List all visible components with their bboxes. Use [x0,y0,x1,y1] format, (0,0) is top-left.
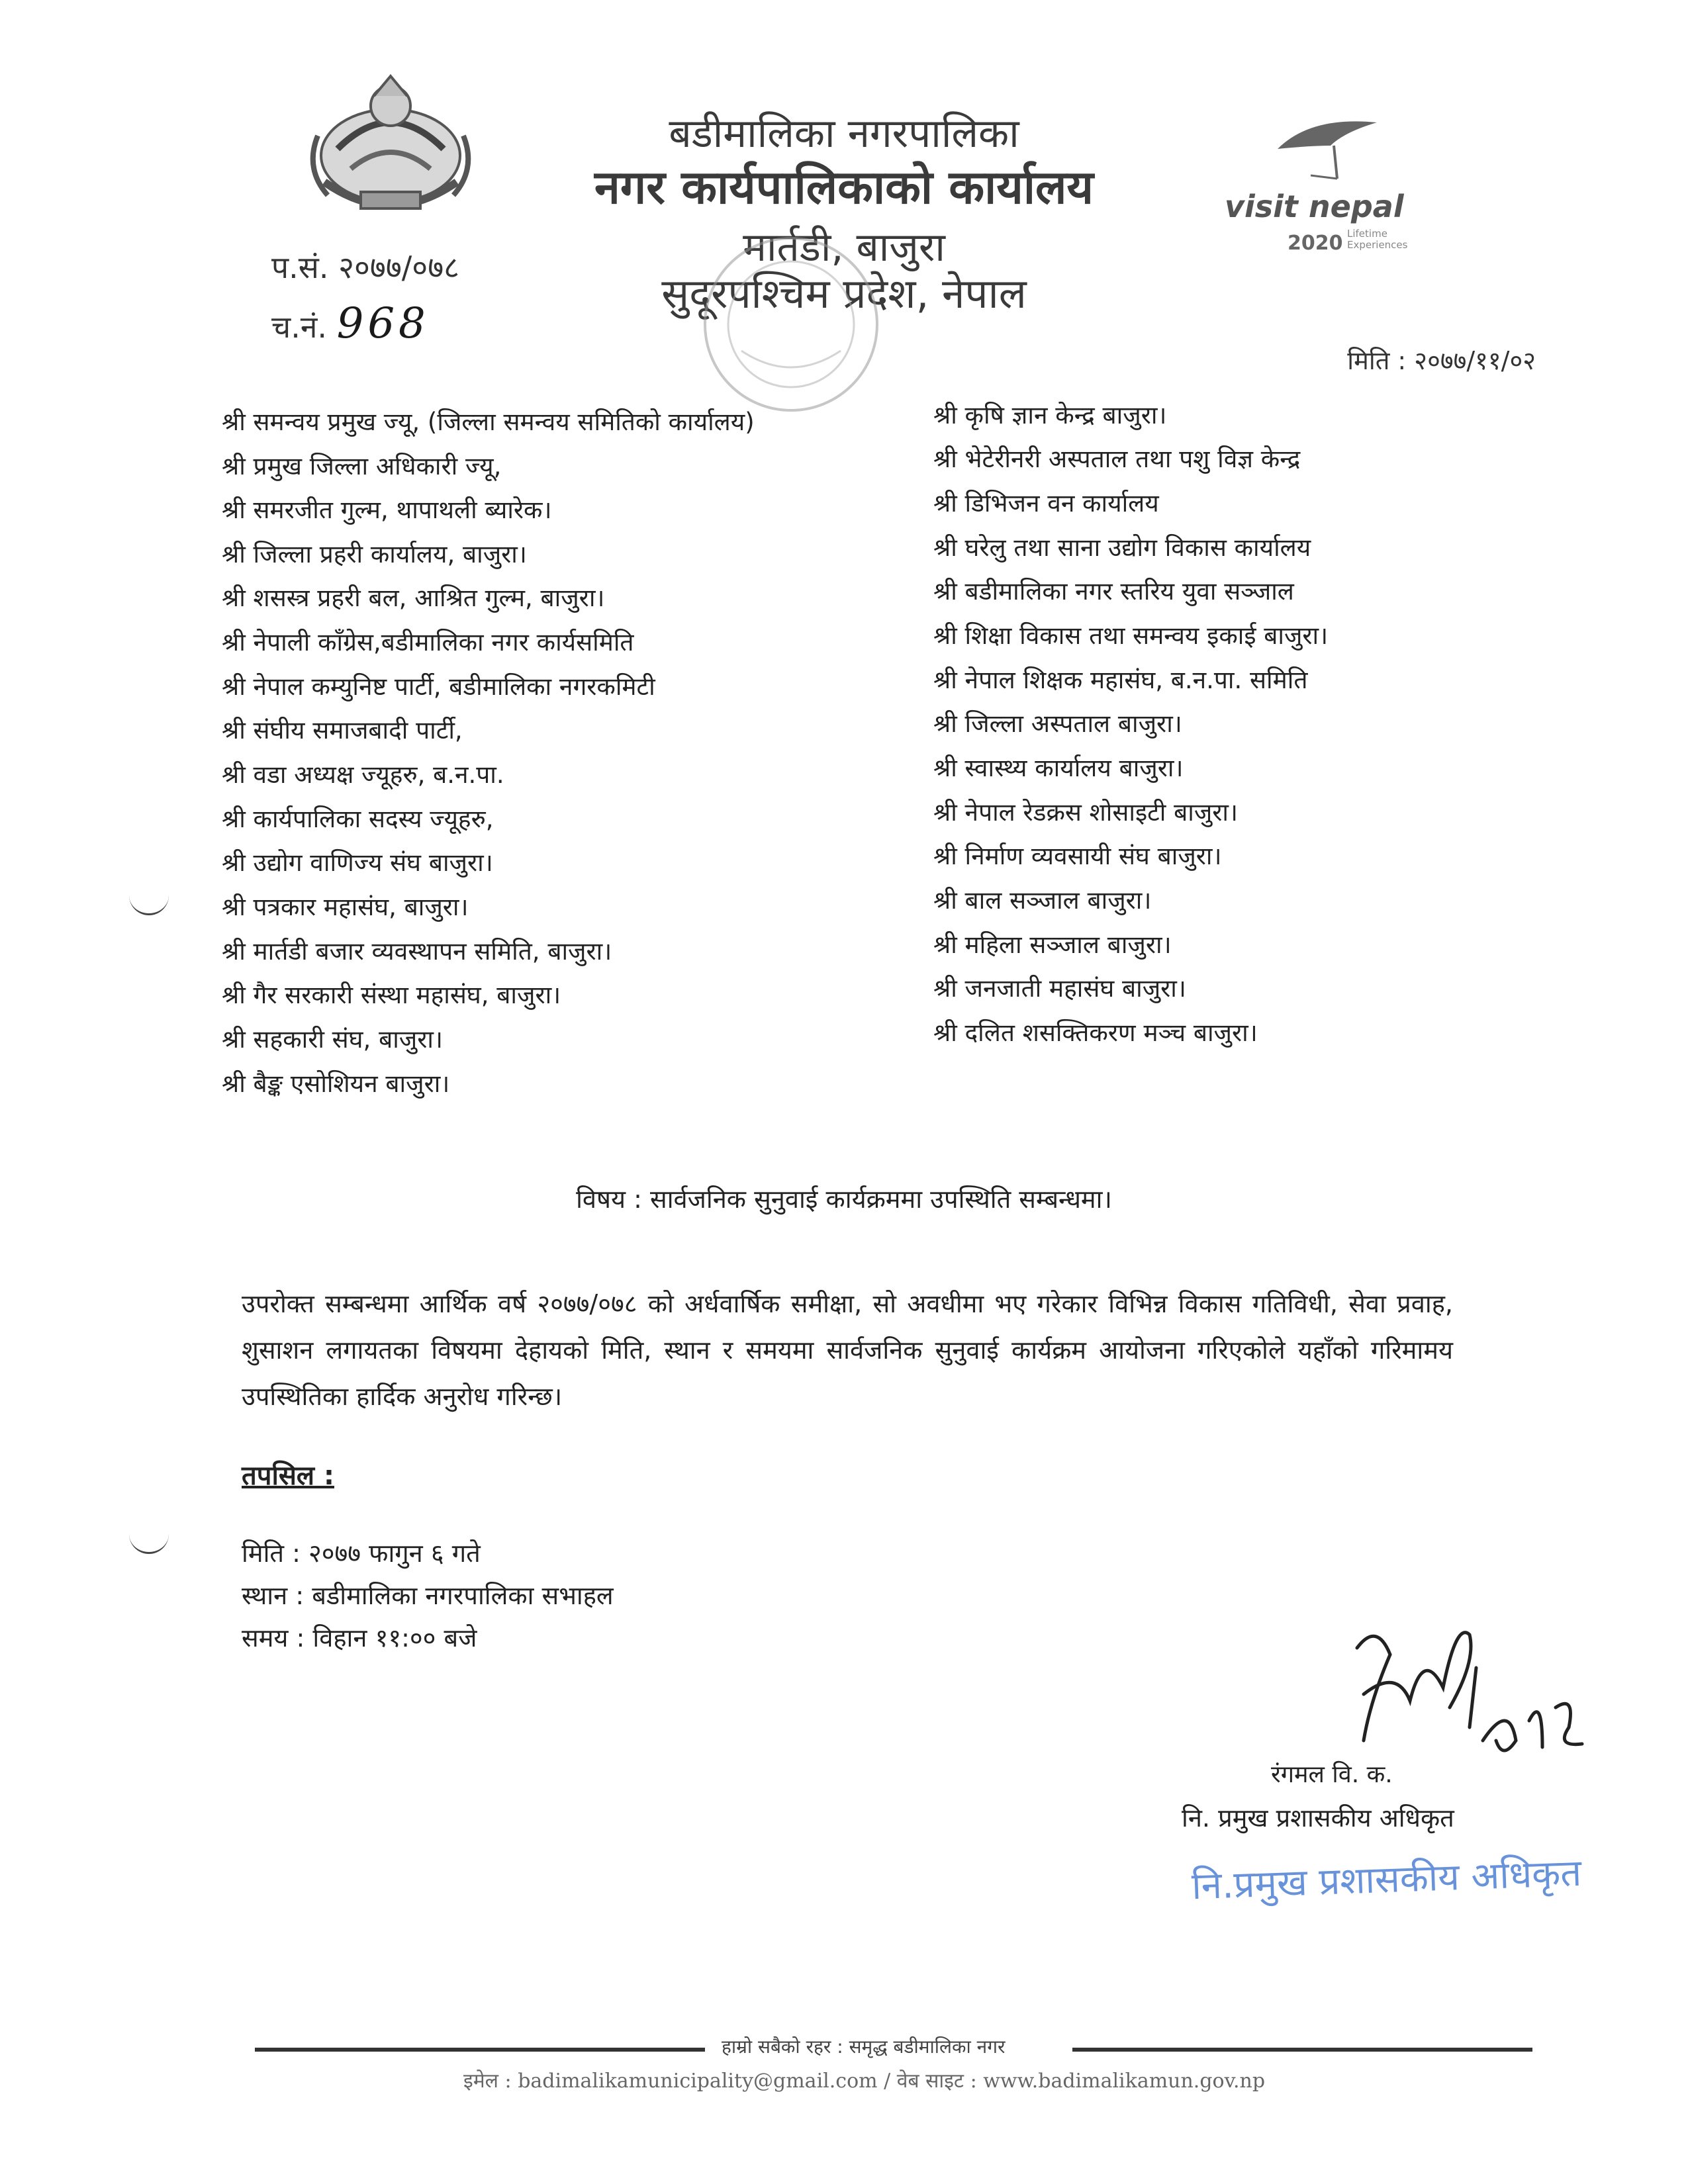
handwritten-signature-icon [1344,1608,1595,1780]
recipient-left-11: श्री उद्योग वाणिज्य संघ बाजुरा। [222,848,493,877]
office-location: मार्तडी, बाजुरा [743,224,945,271]
footer-rule-left [255,2048,705,2052]
signatory-name: रंगमल वि. क. [1271,1761,1393,1788]
office-name: नगर कार्यपालिकाको कार्यालय [594,160,1094,214]
chalani-label: च.नं. [271,309,327,345]
recipient-left-3: श्री समरजीत गुल्म, थापाथली ब्यारेक। [222,496,552,524]
municipality-name: बडीमालिका नगरपालिका [669,111,1019,157]
footer-slogan: हाम्रो सबैको रहर : समृद्ध बडीमालिका नगर [722,2036,1006,2058]
visit-tagline-1: Lifetime [1347,228,1387,240]
recipient-right-5: श्री बडीमालिका नगर स्तरिय युवा सञ्जाल [933,577,1294,606]
recipient-right-3: श्री डिभिजन वन कार्यालय [933,489,1159,518]
program-date: मिति : २०७७ फागुन ६ गते [242,1539,481,1568]
recipient-left-7: श्री नेपाल कम्युनिष्ट पार्टी, बडीमालिका नगरकमिटी [222,672,655,701]
recipient-right-11: श्री निर्माण व्यवसायी संघ बाजुरा। [933,842,1222,870]
recipient-right-1: श्री कृषि ज्ञान केन्द्र बाजुरा। [933,401,1167,430]
punch-mark [129,893,169,915]
recipient-left-10: श्री कार्यपालिका सदस्य ज्यूहरु, [222,805,494,833]
recipient-left-5: श्री शसस्त्र प्रहरी बल, आश्रित गुल्म, बाजुरा। [222,584,605,612]
recipient-left-14: श्री गैर सरकारी संस्था महासंघ, बाजुरा। [222,981,561,1009]
recipient-left-13: श्री मार्तडी बजार व्यवस्थापन समिति, बाजुरा। [222,937,612,966]
recipient-right-10: श्री नेपाल रेडक्रस शोसाइटी बाजुरा। [933,798,1239,827]
designation-stamp: नि.प्रमुख प्रशासकीय अधिकृत [1191,1851,1583,1909]
visit-tagline-2: Experiences [1347,239,1408,251]
letter-body: उपरोक्त सम्बन्धमा आर्थिक वर्ष २०७७/०७८ को अर्धवार्षिक समीक्षा, सो अवधीमा भए गरेकार विभिन्न विकास गतिविधी, सेवा प्रवाह, शुसाशन लगायतका विषयमा देहायको मिति, स्थान र समयमा सार्वजनिक सुनुवाई कार्यक्रम आयोजना गरिएकोले यहाँको गरिमामय उपस्थितिका हार्दिक अनुरोध गरिन्छ। [242,1289,1453,1411]
recipient-right-9: श्री स्वास्थ्य कार्यालय बाजुरा। [933,754,1184,782]
footer-contact: इमेल : badimalikamunicipality@gmail.com / वेब साइट : www.badimalikamun.gov.np [463,2070,1266,2093]
program-place: स्थान : बडीमालिका नगरपालिका सभाहल [242,1581,614,1610]
recipient-right-8: श्री जिल्ला अस्पताल बाजुरा। [933,709,1182,738]
recipient-right-15: श्री दलित शसक्तिकरण मञ्च बाजुरा। [933,1019,1258,1047]
visit-nepal-logo [1225,109,1450,281]
recipient-left-16: श्री बैङ्क एसोशियन बाजुरा। [222,1069,450,1098]
recipient-left-15: श्री सहकारी संघ, बाजुरा। [222,1025,443,1054]
nepal-label: nepal [1308,189,1404,224]
visit-nepal-bird-icon [1271,109,1383,182]
recipient-left-8: श्री संघीय समाजबादी पार्टी, [222,716,463,745]
province-country: सुदूरपश्चिम प्रदेश, नेपाल [661,269,1027,318]
recipient-left-9: श्री वडा अध्यक्ष ज्यूहरु, ब.न.पा. [222,760,504,789]
recipient-left-2: श्री प्रमुख जिल्ला अधिकारी ज्यू, [222,452,502,480]
letter-subject: विषय : सार्वजनिक सुनुवाई कार्यक्रममा उपस्थिति सम्बन्धमा। [576,1185,1112,1214]
recipient-left-12: श्री पत्रकार महासंघ, बाजुरा। [222,893,469,921]
recipient-left-6: श्री नेपाली काँग्रेस,बडीमालिका नगर कार्यसमिति [222,628,634,657]
patra-sankhya [271,246,459,287]
recipient-right-2: श्री भेटेरीनरी अस्पताल तथा पशु विज्ञ केन्द्र [933,445,1301,473]
program-time: समय : विहान ११:०० बजे [242,1623,477,1653]
patra-sankhya-value: २०७७/०७८ [338,250,460,285]
recipient-left-4: श्री जिल्ला प्रहरी कार्यालय, बाजुरा। [222,540,527,569]
recipient-right-14: श्री जनजाती महासंघ बाजुरा। [933,974,1186,1003]
punch-mark [129,1532,169,1554]
footer-website: वेब साइट : www.badimalikamun.gov.np [896,2070,1266,2093]
letter-date: मिति : २०७७/११/०२ [1347,346,1536,375]
chalani-value: 968 [336,299,430,348]
tapsil-heading: तपसिल : [242,1461,334,1491]
recipient-right-6: श्री शिक्षा विकास तथा समन्वय इकाई बाजुरा। [933,621,1329,650]
recipient-right-12: श्री बाल सञ्जाल बाजुरा। [933,886,1152,915]
office-round-stamp-icon [695,218,887,430]
chalani-number [271,299,430,348]
recipient-left-1: श्री समन्वय प्रमुख ज्यू, (जिल्ला समन्वय समितिको कार्यालय) [222,408,755,436]
visit-year: 2020 [1288,232,1343,255]
footer-email: इमेल : badimalikamunicipality@gmail.com [463,2070,878,2093]
recipient-right-4: श्री घरेलु तथा साना उद्योग विकास कार्यालय [933,533,1311,562]
patra-sankhya-label: प.सं. [271,250,329,285]
recipient-right-7: श्री नेपाल शिक्षक महासंघ, ब.न.पा. समिति [933,666,1308,694]
signatory-designation: नि. प्रमुख प्रशासकीय अधिकृत [1182,1803,1454,1833]
visit-label: visit [1225,189,1298,224]
footer-rule-right [1072,2048,1532,2052]
recipient-right-13: श्री महिला सञ्जाल बाजुरा। [933,931,1172,959]
